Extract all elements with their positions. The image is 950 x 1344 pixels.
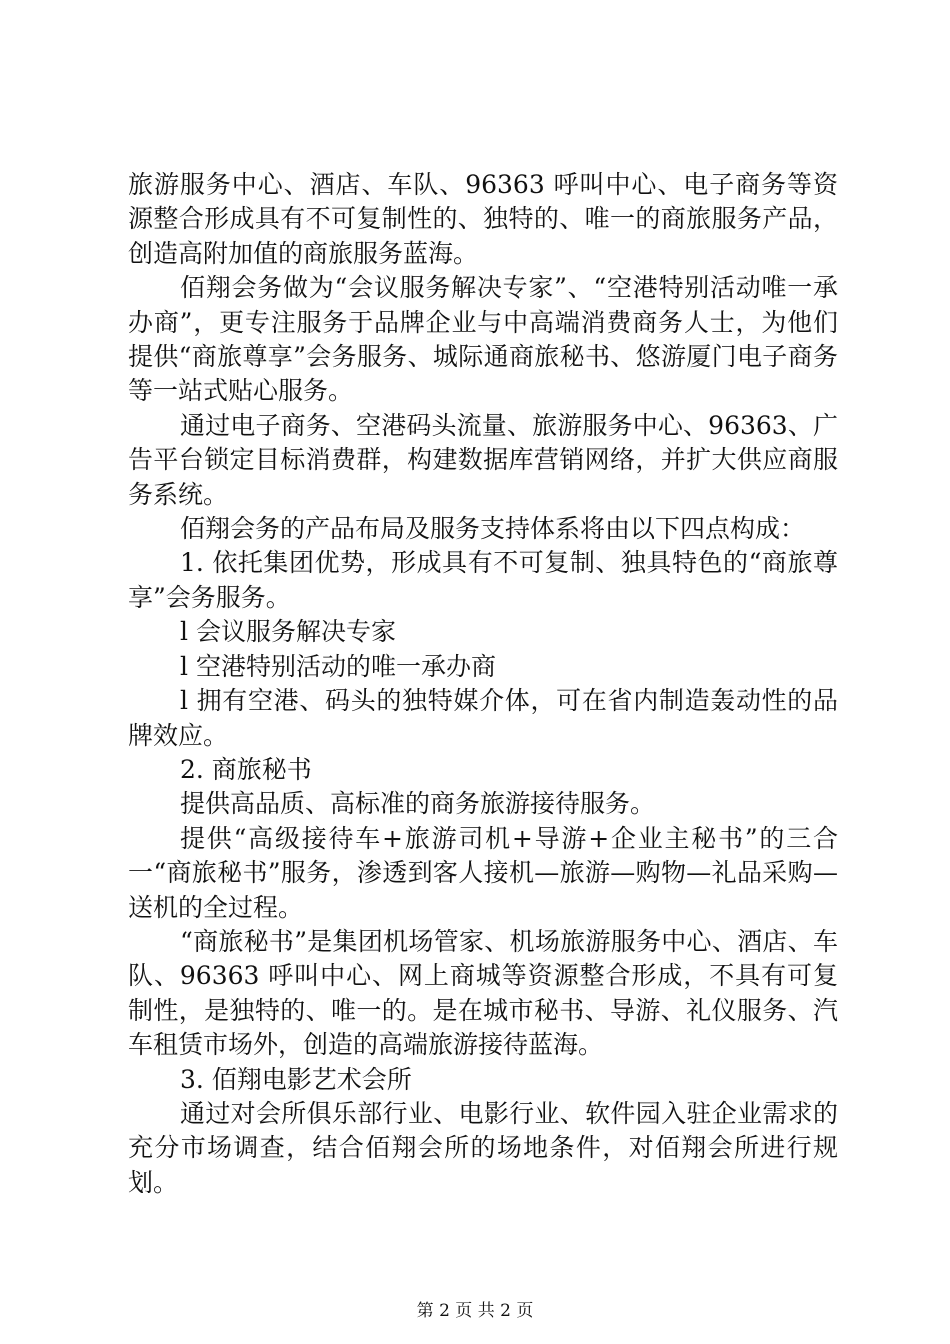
bullet-item: l 空港特别活动的唯一承办商 <box>180 651 496 681</box>
list-item-1: 1. 依托集团优势，形成具有不可复制、独具特色的“商旅尊享”会务服务。 <box>128 548 838 612</box>
list-item-3: 3. 佰翔电影艺术会所 <box>180 1064 412 1094</box>
bullet-item: l 拥有空港、码头的独特媒介体，可在省内制造轰动性的品牌效应。 <box>128 686 838 750</box>
page-number-footer: 第 2 页 共 2 页 <box>416 1301 534 1321</box>
paragraph-conference-intro: 佰翔会务做为“会议服务解决专家”、“空港特别活动唯一承办商”，更专注服务于品牌企业与中高端消费商务人士，为他们提供“商旅尊享”会务服务、城际通商旅秘书、悠游厦门电子商务等一站式贴心服务。 <box>128 273 838 406</box>
paragraph-product-layout: 佰翔会务的产品布局及服务支持体系将由以下四点构成： <box>180 514 806 544</box>
paragraph-club-planning: 通过对会所俱乐部行业、电影行业、软件园入驻企业需求的充分市场调查，结合佰翔会所的场地条件，对佰翔会所进行规划。 <box>128 1098 838 1197</box>
document-body <box>128 168 838 1200</box>
bullet-item: l 会议服务解决专家 <box>180 617 396 647</box>
paragraph-continued: 旅游服务中心、酒店、车队、96363 呼叫中心、电子商务等资源整合形成具有不可复制性的、独特的、唯一的商旅服务产品，创造高附加值的商旅服务蓝海。 <box>128 170 838 268</box>
paragraph-three-in-one: 提供“高级接待车+旅游司机+导游+企业主秘书”的三合一“商旅秘书”服务，渗透到客人接机—旅游—购物—礼品采购—送机的全过程。 <box>128 823 838 922</box>
paragraph-secretary-description: “商旅秘书”是集团机场管家、机场旅游服务中心、酒店、车队、96363 呼叫中心、网上商城等资源整合形成，不具有可复制性，是独特的、唯一的。是在城市秘书、导游、礼仪服务、汽车租赁市场外，创造的高端旅游接待蓝海。 <box>128 926 838 1060</box>
paragraph-marketing: 通过电子商务、空港码头流量、旅游服务中心、96363、广告平台锁定目标消费群，构建数据库营销网络，并扩大供应商服务系统。 <box>128 410 838 509</box>
list-item-2: 2. 商旅秘书 <box>180 754 312 784</box>
paragraph-business-service: 提供高品质、高标准的商务旅游接待服务。 <box>180 789 656 819</box>
